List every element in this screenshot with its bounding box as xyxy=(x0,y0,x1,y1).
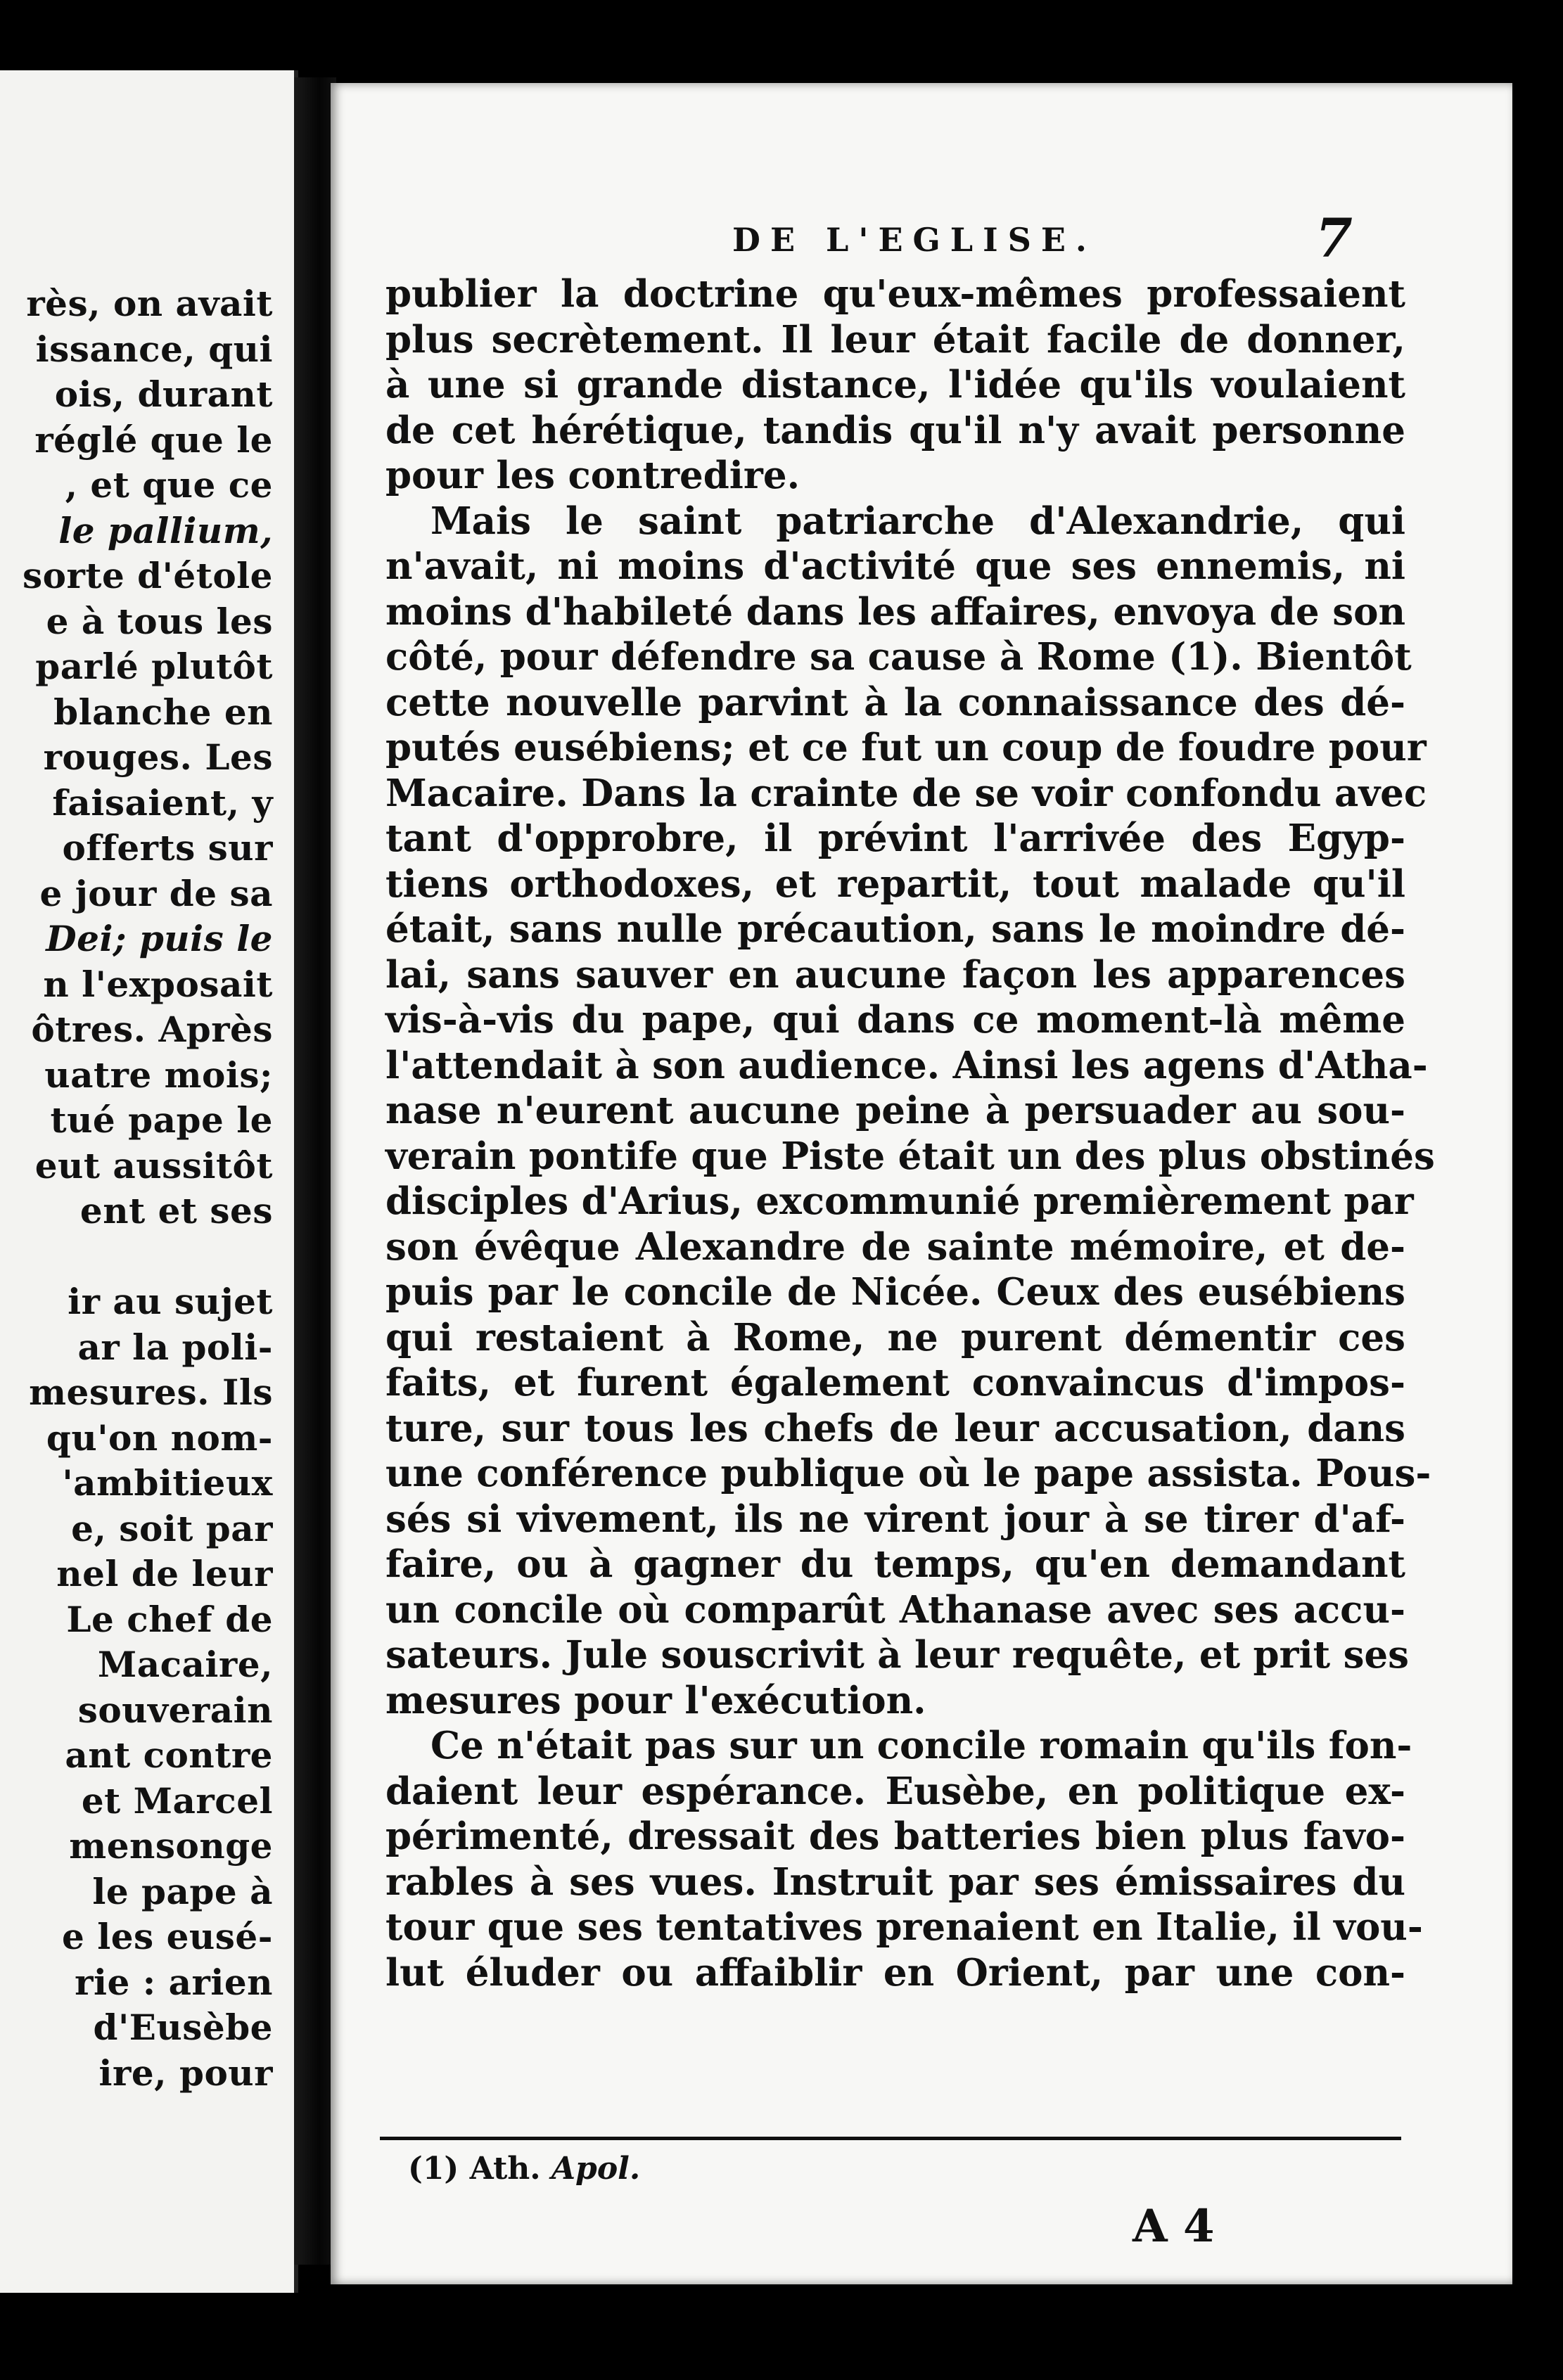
body-line: verain pontife que Piste était un des plus obstinés xyxy=(385,1134,1435,1178)
body-line: l'attendait à son audience. Ainsi les agens d'Atha- xyxy=(385,1043,1428,1087)
main-page xyxy=(331,83,1512,2284)
body-line: Macaire. Dans la crainte de se voir confondu avec xyxy=(385,771,1427,815)
left-page-line: rouges. Les xyxy=(43,736,273,778)
book-gutter xyxy=(294,77,336,2265)
body-line: faire, ou à gagner du temps, qu'en demandant xyxy=(385,1542,1405,1586)
body-line: à une si grande distance, l'idée qu'ils voulaient xyxy=(385,363,1405,407)
left-page-line xyxy=(0,1234,273,1280)
body-line: ture, sur tous les chefs de leur accusation, dans xyxy=(385,1406,1405,1450)
body-line: qui restaient à Rome, ne purent démentir ces xyxy=(385,1315,1405,1359)
left-page-line: réglé que le xyxy=(34,418,273,461)
left-page-line: le pallium, xyxy=(58,509,273,551)
body-line: nase n'eurent aucune peine à persuader au sou- xyxy=(385,1089,1405,1132)
running-head: DE L'EGLISE. xyxy=(732,221,1097,259)
body-line: puis par le concile de Nicée. Ceux des eusébiens xyxy=(385,1270,1405,1314)
left-page-line: ent et ses xyxy=(79,1190,273,1231)
body-line: rables à ses vues. Instruit par ses émissaires du xyxy=(385,1860,1405,1904)
body-line: Ce n'était pas sur un concile romain qu'ils fon- xyxy=(430,1724,1412,1767)
left-page-line: ar la poli- xyxy=(77,1326,273,1368)
left-page-line: ire, pour xyxy=(98,2052,273,2094)
body-line: Mais le saint patriarche d'Alexandrie, qui xyxy=(430,499,1405,543)
left-page-line: Dei; puis le xyxy=(46,918,273,959)
body-line: tour que ses tentatives prenaient en Italie, il vou- xyxy=(385,1905,1423,1949)
left-page-text xyxy=(0,281,273,2096)
body-line: disciples d'Arius, excommunié premièrement par xyxy=(385,1179,1414,1223)
body-line: tant d'opprobre, il prévint l'arrivée des Egyp- xyxy=(385,817,1405,860)
left-page-line: , et que ce xyxy=(65,464,273,506)
body-line: de cet hérétique, tandis qu'il n'y avait personne xyxy=(385,408,1405,452)
page-number: 7 xyxy=(1315,207,1353,269)
body-line: daient leur espérance. Eusèbe, en politique ex- xyxy=(385,1769,1405,1813)
body-line: une conférence publique où le pape assista. Pous- xyxy=(385,1452,1431,1495)
signature-mark: A 4 xyxy=(1133,2200,1215,2253)
left-page-line: e jour de sa xyxy=(39,872,273,914)
footnote xyxy=(408,2151,640,2187)
left-page-line: eut aussitôt xyxy=(34,1144,273,1186)
body-line: faits, et furent également convaincus d'impos- xyxy=(385,1361,1405,1405)
left-page-line: ant contre xyxy=(65,1734,273,1776)
footnote-work: Apol. xyxy=(551,2151,641,2187)
left-page-line: ir au sujet xyxy=(68,1281,273,1322)
body-line: mesures pour l'exécution. xyxy=(385,1678,926,1722)
left-page-line: e les eusé- xyxy=(62,1916,273,1957)
body-line: son évêque Alexandre de sainte mémoire, et de- xyxy=(385,1224,1405,1269)
left-page-line: ôtres. Après xyxy=(31,1009,273,1050)
left-page-line: mensonge xyxy=(69,1825,273,1867)
left-page-line: tué pape le xyxy=(50,1099,273,1141)
left-page-line: Macaire, xyxy=(97,1644,273,1685)
left-page-line: rès, on avait xyxy=(26,283,273,324)
body-line: lut éluder ou affaiblir en Orient, par une con- xyxy=(385,1950,1405,1995)
body-line: sateurs. Jule souscrivit à leur requête, et prit ses xyxy=(385,1633,1409,1677)
body-line: côté, pour défendre sa cause à Rome (1). Bientôt xyxy=(385,635,1412,679)
body-text xyxy=(385,271,1435,1995)
left-page-line: n l'exposait xyxy=(43,963,273,1005)
footnote-marker: (1) xyxy=(408,2151,459,2187)
left-page-line: souverain xyxy=(77,1689,273,1731)
left-page-line: sorte d'étole xyxy=(23,555,273,596)
body-line: n'avait, ni moins d'activité que ses ennemis, ni xyxy=(385,544,1405,588)
body-line: cette nouvelle parvint à la connaissance des dé- xyxy=(385,680,1405,724)
body-line: était, sans nulle précaution, sans le moindre dé- xyxy=(385,907,1405,951)
left-page-line: parlé plutôt xyxy=(35,646,273,687)
body-line: pour les contredire. xyxy=(385,454,800,497)
body-line: plus secrètement. Il leur était facile de donner, xyxy=(385,317,1405,362)
left-page-line: mesures. Ils xyxy=(29,1371,273,1413)
left-page-line: nel de leur xyxy=(56,1553,273,1594)
body-line: publier la doctrine qu'eux-mêmes professaient xyxy=(385,272,1405,316)
body-line: lai, sans sauver en aucune façon les apparences xyxy=(385,952,1405,997)
left-page-line: blanche en xyxy=(53,691,273,733)
left-page-line: le pape à xyxy=(92,1870,273,1912)
left-page-line: et Marcel xyxy=(81,1779,273,1822)
body-line: vis-à-vis du pape, qui dans ce moment-là même xyxy=(385,998,1405,1042)
left-page-line: 'ambitieux xyxy=(62,1462,273,1504)
left-page-line: qu'on nom- xyxy=(46,1416,273,1459)
footnote-rule xyxy=(380,2137,1401,2140)
left-page-line: offerts sur xyxy=(62,827,273,869)
left-page-line: Le chef de xyxy=(66,1598,273,1640)
body-line: moins d'habileté dans les affaires, envoya de son xyxy=(385,589,1405,634)
left-facing-page xyxy=(0,70,298,2293)
left-page-line: ois, durant xyxy=(54,373,273,415)
left-page-line: faisaient, y xyxy=(52,781,273,824)
left-page-line: uatre mois; xyxy=(44,1054,273,1096)
left-page-line: e à tous les xyxy=(46,600,273,642)
left-page-line: issance, qui xyxy=(35,328,273,370)
left-page-line: e, soit par xyxy=(71,1507,273,1549)
body-line: putés eusébiens; et ce fut un coup de foudre pour xyxy=(385,726,1427,769)
left-page-line: d'Eusèbe xyxy=(93,2007,273,2048)
left-page-line: rie : arien xyxy=(75,1961,273,2003)
body-line: tiens orthodoxes, et repartit, tout malade qu'il xyxy=(385,862,1405,906)
body-line: périmenté, dressait des batteries bien plus favo- xyxy=(385,1815,1405,1858)
footnote-author: Ath. xyxy=(469,2151,541,2187)
body-line: sés si vivement, ils ne virent jour à se tirer d'af- xyxy=(385,1497,1405,1541)
body-line: un concile où comparût Athanase avec ses accu- xyxy=(385,1587,1405,1632)
